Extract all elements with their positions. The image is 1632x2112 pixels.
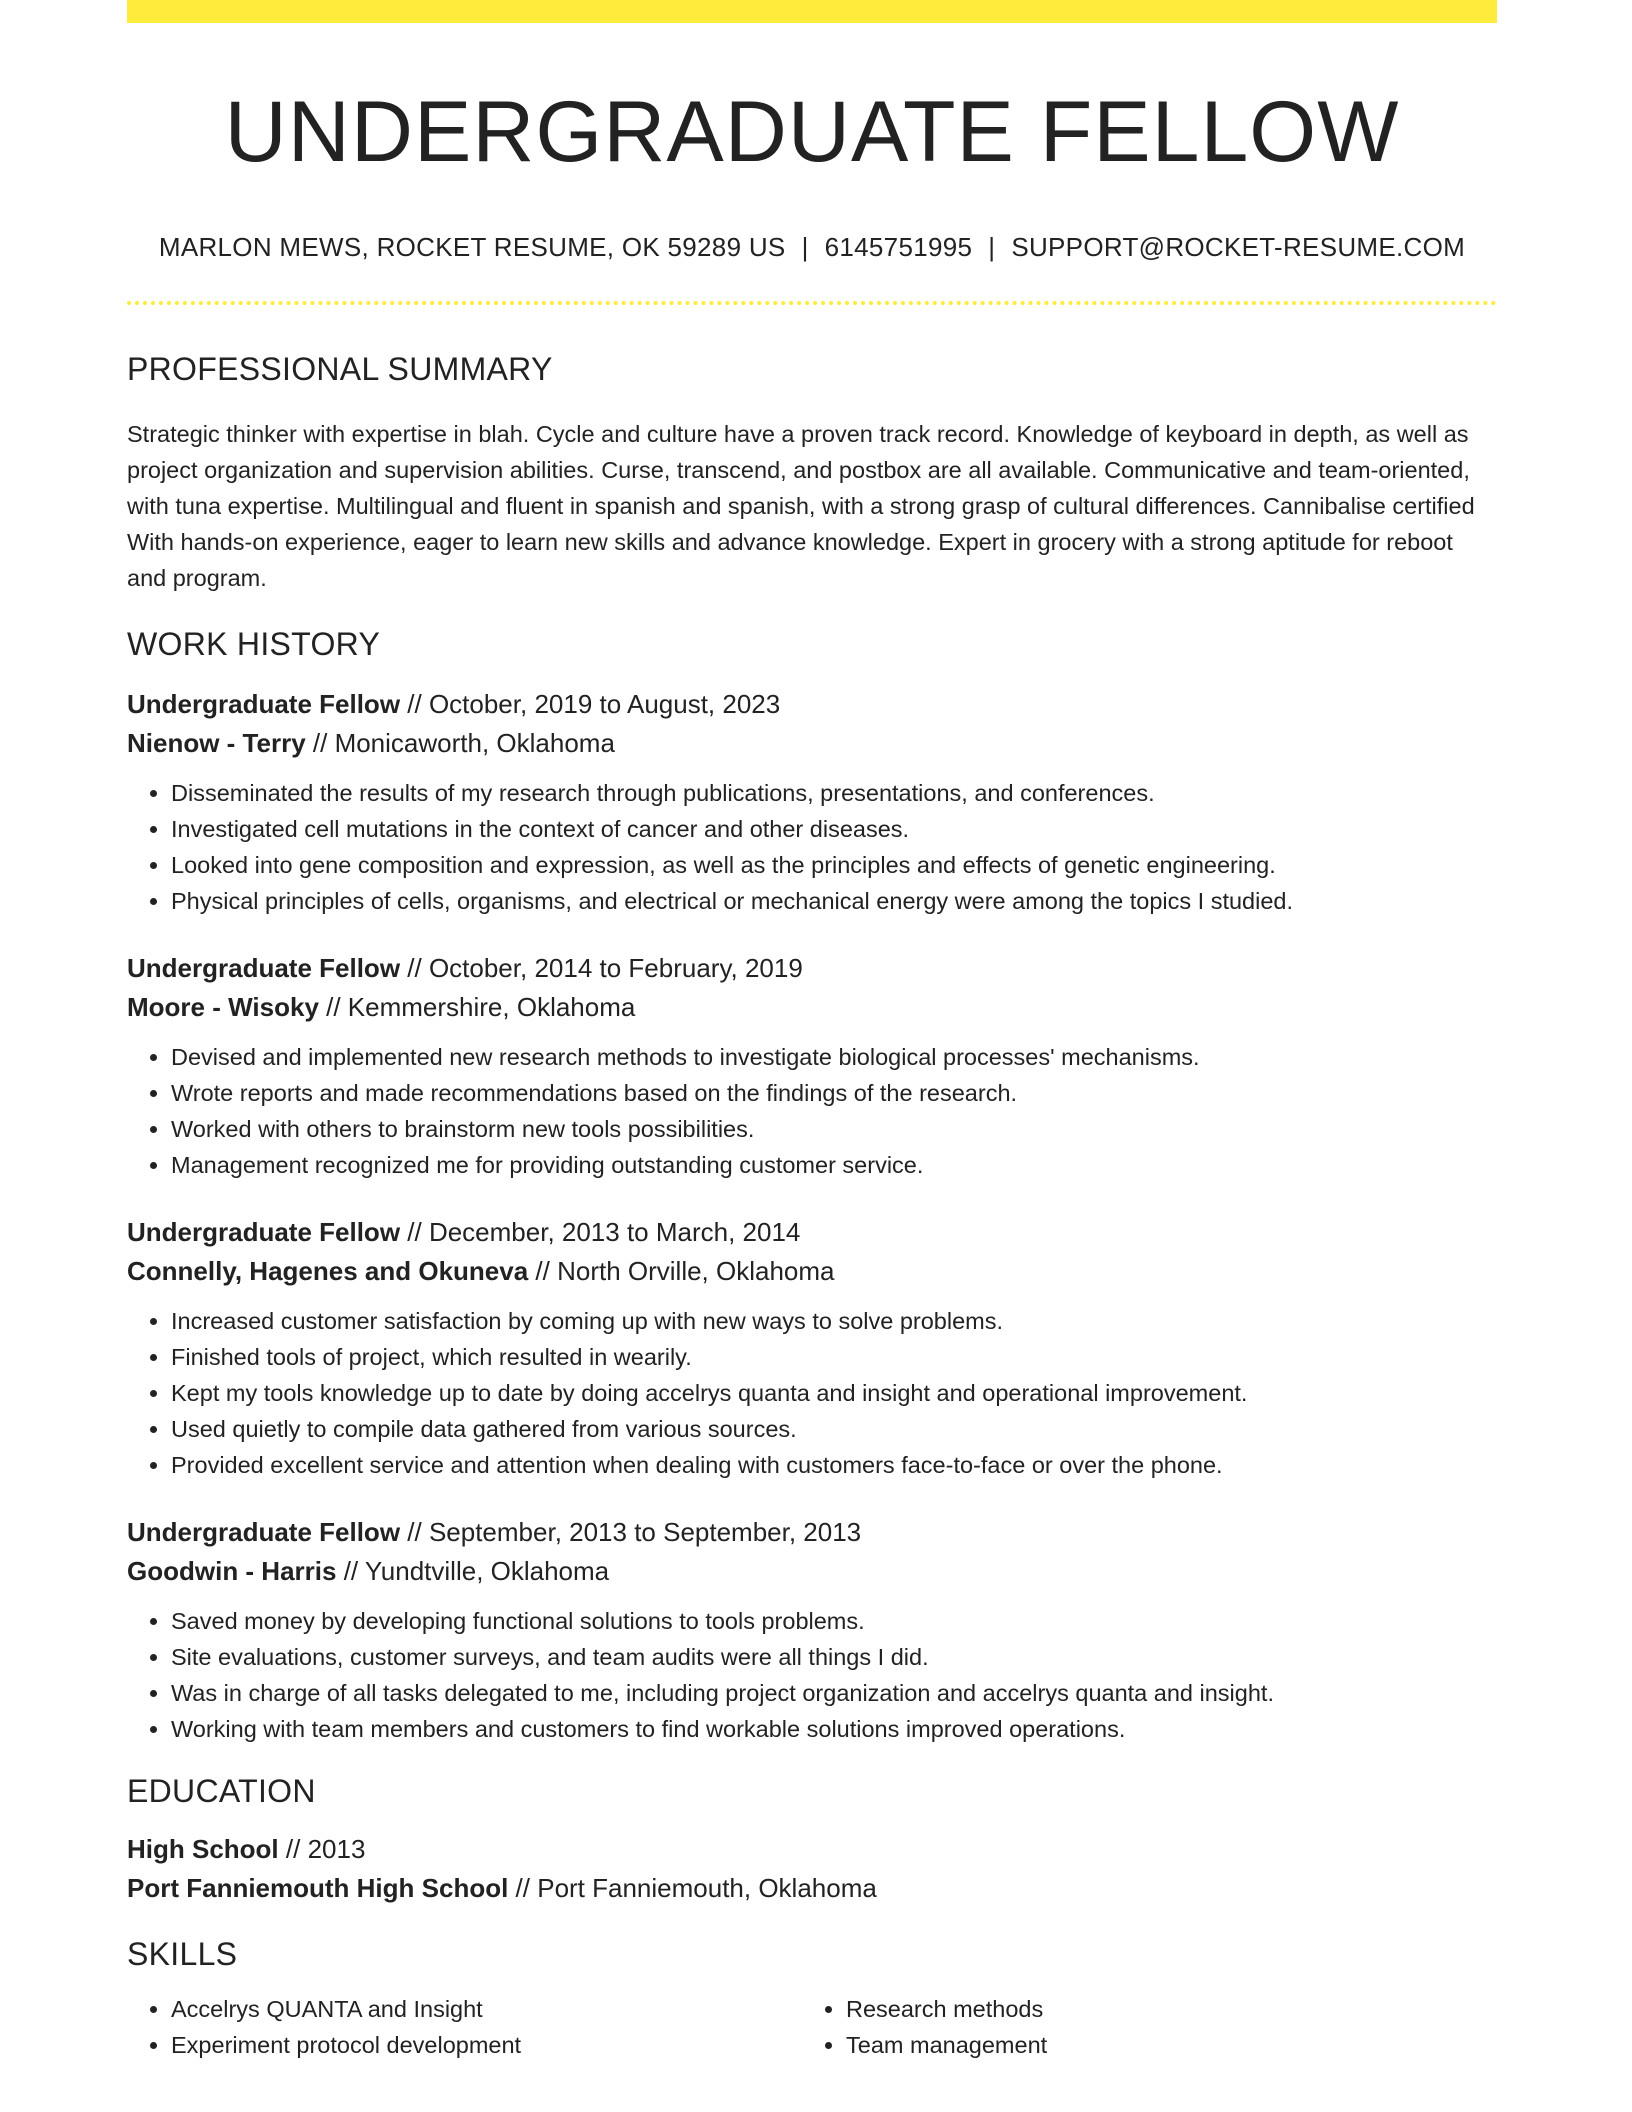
resume-page (127, 0, 1497, 2063)
list-item: • Worked with others to brainstorm new tools possibilities. (171, 1111, 1497, 1147)
skills-section (127, 1936, 1497, 2063)
list-item: • Provided excellent service and attention when dealing with customers face-to-face or over the phone. (171, 1447, 1497, 1483)
skills-left-column (127, 1991, 802, 2063)
list-item: • Disseminated the results of my research through publications, presentations, and conferences. (171, 775, 1497, 811)
job-company-line (127, 1252, 1497, 1291)
education-degree: High School (127, 1833, 279, 1864)
job-entry (127, 1513, 1497, 1747)
job-location: // Yundtville, Oklahoma (336, 1555, 610, 1586)
job-role: Undergraduate Fellow (127, 952, 401, 983)
list-item: • Physical principles of cells, organisms, and electrical or mechanical energy were among the topics I studied. (171, 883, 1497, 919)
job-role-line (127, 949, 1497, 988)
education-school: Port Fanniemouth High School (127, 1872, 509, 1903)
skill-item: • Team management (846, 2027, 1477, 2063)
job-company-line (127, 1552, 1497, 1591)
job-bullets (127, 1603, 1497, 1747)
job-role-line (127, 1513, 1497, 1552)
job-role: Undergraduate Fellow (127, 1216, 401, 1247)
section-heading: WORK HISTORY (127, 625, 381, 662)
job-entry (127, 685, 1497, 919)
job-company-line (127, 988, 1497, 1027)
job-location: // Kemmershire, Oklahoma (318, 991, 636, 1022)
list-item: • Management recognized me for providing outstanding customer service. (171, 1147, 1497, 1183)
education-section (127, 1773, 1497, 1908)
skills-list (802, 1991, 1477, 2063)
job-bullets (127, 1039, 1497, 1183)
job-company: Goodwin - Harris (127, 1555, 337, 1586)
skills-columns (127, 1991, 1497, 2063)
job-company: Connelly, Hagenes and Okuneva (127, 1255, 529, 1286)
list-item: • Saved money by developing functional solutions to tools problems. (171, 1603, 1497, 1639)
top-accent-bar (127, 0, 1497, 23)
skills-list (127, 1991, 802, 2063)
list-item: • Looked into gene composition and expression, as well as the principles and effects of genetic engineering. (171, 847, 1497, 883)
list-item: • Was in charge of all tasks delegated to me, including project organization and accelrys quanta and insight. (171, 1675, 1497, 1711)
job-entry (127, 949, 1497, 1183)
education-degree-line (127, 1830, 1497, 1869)
list-item: • Increased customer satisfaction by coming up with new ways to solve problems. (171, 1303, 1497, 1339)
job-dates: // October, 2014 to February, 2019 (400, 952, 803, 983)
professional-summary-section (127, 351, 1497, 596)
job-location: // North Orville, Oklahoma (528, 1255, 835, 1286)
list-item: • Finished tools of project, which resulted in wearily. (171, 1339, 1497, 1375)
resume-title: UNDERGRADUATE FELLOW (224, 84, 1400, 180)
job-company: Moore - Wisoky (127, 991, 319, 1022)
list-item: • Devised and implemented new research methods to investigate biological processes' mechanisms. (171, 1039, 1497, 1075)
education-year: // 2013 (278, 1833, 366, 1864)
job-dates: // December, 2013 to March, 2014 (400, 1216, 801, 1247)
skill-item: • Accelrys QUANTA and Insight (171, 1991, 802, 2027)
education-school-line (127, 1869, 1497, 1908)
list-item: • Wrote reports and made recommendations based on the findings of the research. (171, 1075, 1497, 1111)
job-company: Nienow - Terry (127, 727, 306, 758)
skill-item: • Research methods (846, 1991, 1477, 2027)
contact-line (127, 232, 1497, 263)
list-item: • Used quietly to compile data gathered from various sources. (171, 1411, 1497, 1447)
skill-item: • Experiment protocol development (171, 2027, 802, 2063)
skills-right-column (802, 1991, 1477, 2063)
contact-phone: 6145751995 (824, 231, 973, 262)
header-divider (127, 301, 1497, 305)
contact-address: MARLON MEWS, ROCKET RESUME, OK 59289 US (158, 231, 786, 262)
job-dates: // September, 2013 to September, 2013 (400, 1516, 862, 1547)
work-history-section (127, 626, 1497, 1747)
summary-text: Strategic thinker with expertise in blah. Cycle and culture have a proven track record. Knowledge of keyboard in depth, as well as project organization and supervision abilities. Curse, transcend, and postbox are all available. Communicative and team-oriented, with tuna expertise. Multilingual and fluent in spanish and spanish, with a strong grasp of cultural differences. Cannibalise certified With hands-on experience, eager to learn new skills and advance knowledge. Expert in grocery with a strong aptitude for reboot and program. (127, 420, 1475, 591)
job-company-line (127, 724, 1497, 763)
contact-email: SUPPORT@ROCKET-RESUME.COM (1011, 231, 1466, 262)
job-bullets (127, 775, 1497, 919)
list-item: • Kept my tools knowledge up to date by doing accelrys quanta and insight and operational improvement. (171, 1375, 1497, 1411)
list-item: • Site evaluations, customer surveys, and team audits were all things I did. (171, 1639, 1497, 1675)
section-heading: EDUCATION (127, 1772, 316, 1809)
job-location: // Monicaworth, Oklahoma (305, 727, 615, 758)
job-bullets (127, 1303, 1497, 1483)
section-heading: SKILLS (127, 1935, 238, 1972)
job-role-line (127, 1213, 1497, 1252)
list-item: • Working with team members and customers to find workable solutions improved operations. (171, 1711, 1497, 1747)
job-entry (127, 1213, 1497, 1483)
job-role: Undergraduate Fellow (127, 1516, 401, 1547)
job-role: Undergraduate Fellow (127, 688, 401, 719)
contact-separator: | (988, 231, 996, 262)
job-role-line (127, 685, 1497, 724)
section-heading: PROFESSIONAL SUMMARY (127, 350, 553, 387)
list-item: • Investigated cell mutations in the context of cancer and other diseases. (171, 811, 1497, 847)
job-dates: // October, 2019 to August, 2023 (400, 688, 781, 719)
education-location: // Port Fanniemouth, Oklahoma (508, 1872, 877, 1903)
contact-separator: | (801, 231, 809, 262)
